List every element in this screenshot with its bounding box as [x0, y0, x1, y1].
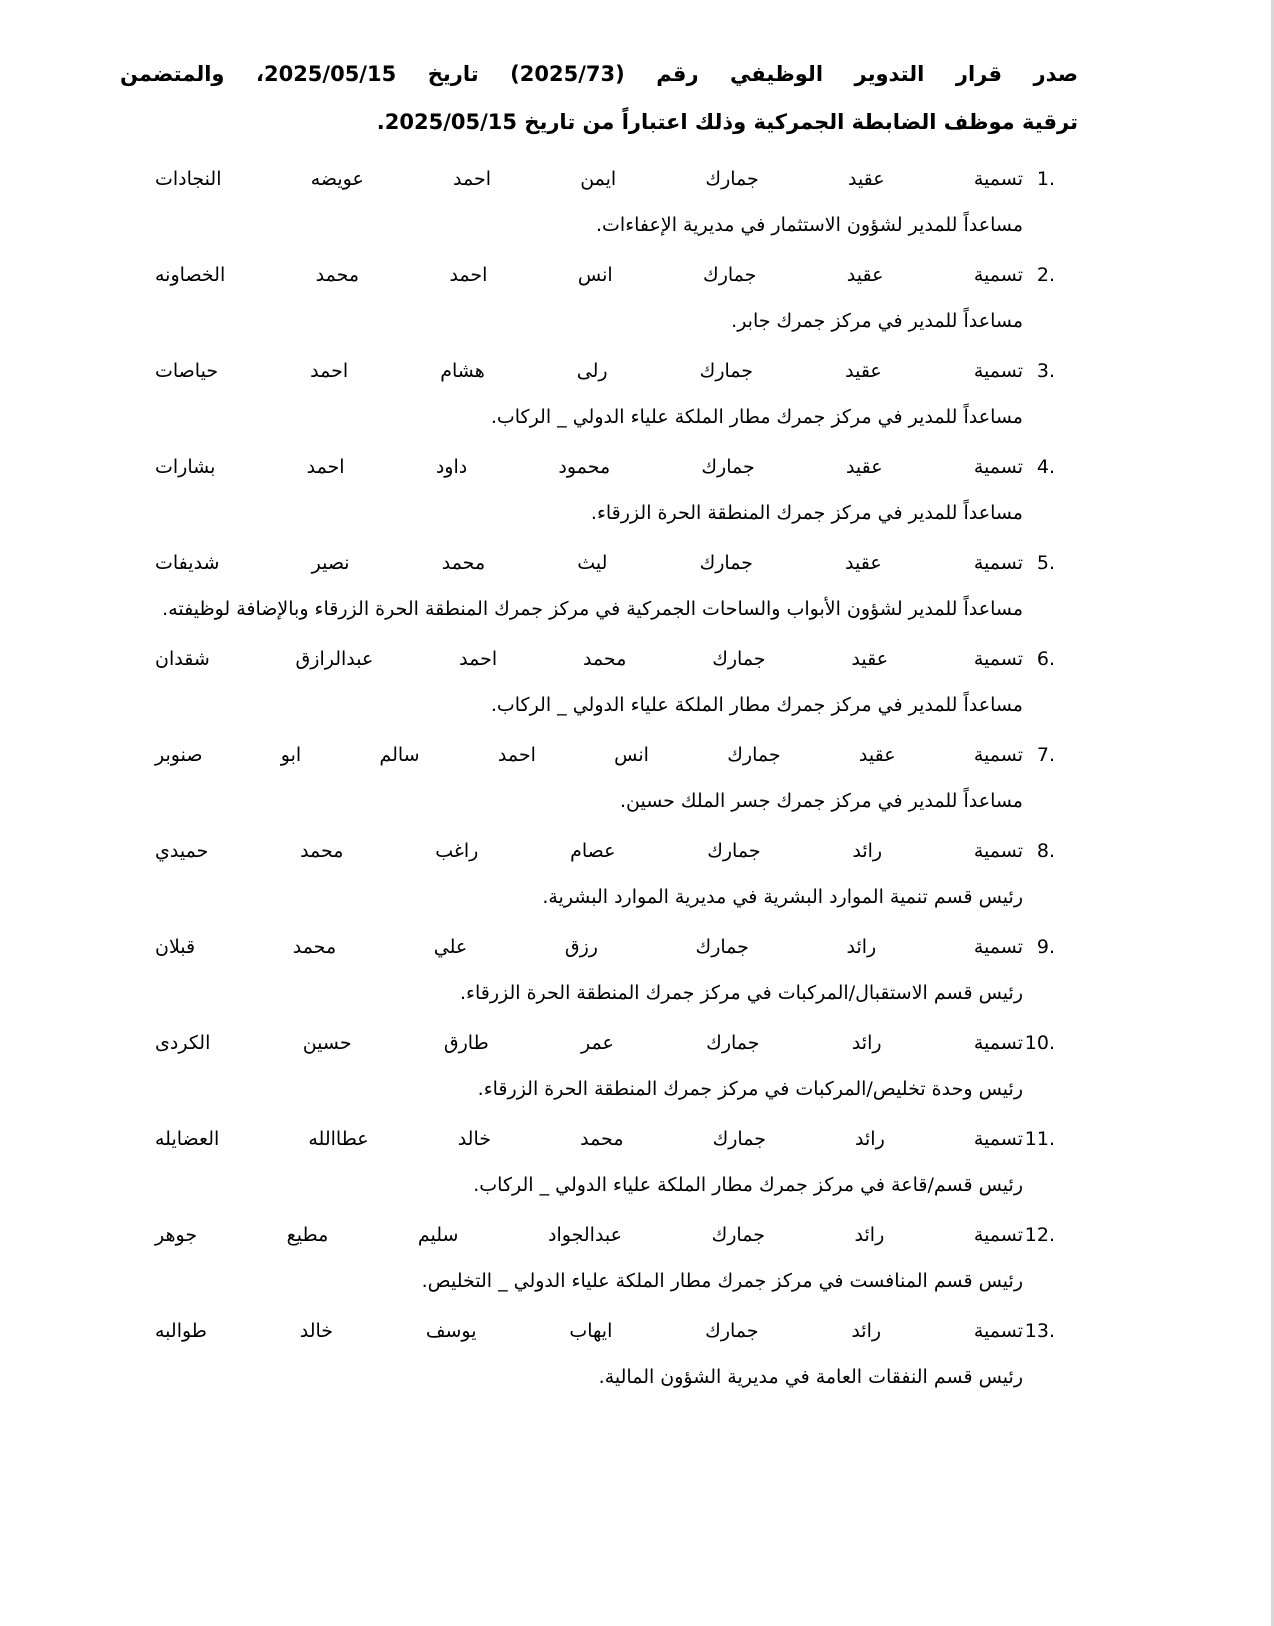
- item-number: 9.: [1036, 936, 1055, 958]
- item-role: رئيس قسم الاستقبال/المركبات في مركز جمرك المنطقة الحرة الزرقاء.: [459, 982, 1023, 1004]
- list-item: [155, 156, 1055, 252]
- list-item: [155, 348, 1055, 444]
- item-number: 3.: [1036, 360, 1055, 382]
- list-item: [155, 636, 1055, 732]
- item-appointment: تسمية رائد جمارك عصام راغب محمد حميدي: [155, 840, 1023, 862]
- item-appointment: تسمية عقيد جمارك ليث محمد نصير شديفات: [155, 552, 1023, 574]
- item-appointment: تسمية عقيد جمارك انس احمد سالم ابو صنوبر: [155, 744, 1023, 766]
- item-appointment: تسمية رائد جمارك عبدالجواد سليم مطيع جوهر: [155, 1224, 1023, 1246]
- item-number: 7.: [1036, 744, 1055, 766]
- item-role: مساعداً للمدير في مركز جمرك المنطقة الحرة الزرقاء.: [590, 502, 1023, 524]
- list-item: [155, 1116, 1055, 1212]
- item-role: مساعداً للمدير في مركز جمرك مطار الملكة علياء الدولي _ الركاب.: [490, 406, 1023, 428]
- item-appointment: تسمية رائد جمارك رزق علي محمد قبلان: [155, 936, 1023, 958]
- item-number: 4.: [1036, 456, 1055, 478]
- item-number: 6.: [1036, 648, 1055, 670]
- list-item: [155, 1308, 1055, 1404]
- item-appointment: تسمية عقيد جمارك محمود داود احمد بشارات: [155, 456, 1023, 478]
- decision-header: [120, 50, 1078, 146]
- item-role: مساعداً للمدير لشؤون الأبواب والساحات الجمركية في مركز جمرك المنطقة الحرة الزرقاء وبالإضافة لوظيفته.: [162, 598, 1023, 620]
- item-role: رئيس قسم المنافست في مركز جمرك مطار الملكة علياء الدولي _ التخليص.: [421, 1270, 1023, 1292]
- item-appointment: تسمية رائد جمارك ايهاب يوسف خالد طوالبه: [155, 1320, 1023, 1342]
- header-line-1: صدر قرار التدوير الوظيفي رقم (2025/73) تاريخ 2025/05/15، والمتضمن: [120, 62, 1079, 86]
- item-role: رئيس قسم النفقات العامة في مديرية الشؤون المالية.: [598, 1366, 1023, 1388]
- item-appointment: تسمية عقيد جمارك رلى هشام احمد حياصات: [155, 360, 1023, 382]
- list-item: [155, 1020, 1055, 1116]
- item-role: مساعداً للمدير في مركز جمرك جسر الملك حسين.: [619, 790, 1023, 812]
- list-item: [155, 252, 1055, 348]
- item-number: 13.: [1024, 1320, 1055, 1342]
- item-appointment: تسمية رائد جمارك عمر طارق حسين الكردى: [155, 1032, 1023, 1054]
- item-appointment: تسمية عقيد جمارك انس احمد محمد الخصاونه: [155, 264, 1023, 286]
- appointments-list: [155, 156, 1055, 1404]
- item-appointment: تسمية عقيد جمارك ايمن احمد عويضه النجادات: [155, 168, 1023, 190]
- list-item: [155, 444, 1055, 540]
- item-role: مساعداً للمدير في مركز جمرك جابر.: [731, 310, 1023, 332]
- item-number: 12.: [1024, 1224, 1055, 1246]
- item-role: رئيس وحدة تخليص/المركبات في مركز جمرك المنطقة الحرة الزرقاء.: [477, 1078, 1023, 1100]
- item-number: 5.: [1036, 552, 1055, 574]
- item-appointment: تسمية رائد جمارك محمد خالد عطاالله العضايله: [155, 1128, 1023, 1150]
- list-item: [155, 732, 1055, 828]
- item-role: رئيس قسم/قاعة في مركز جمرك مطار الملكة علياء الدولي _ الركاب.: [473, 1174, 1023, 1196]
- item-number: 2.: [1036, 264, 1055, 286]
- list-item: [155, 924, 1055, 1020]
- list-item: [155, 828, 1055, 924]
- item-number: 10.: [1024, 1032, 1055, 1054]
- item-number: 1.: [1036, 168, 1055, 190]
- list-item: [155, 540, 1055, 636]
- item-appointment: تسمية عقيد جمارك محمد احمد عبدالرازق شقدان: [155, 648, 1023, 670]
- item-role: رئيس قسم تنمية الموارد البشرية في مديرية الموارد البشرية.: [542, 886, 1023, 908]
- header-line-2: ترقية موظف الضابطة الجمركية وذلك اعتباراً من تاريخ 2025/05/15.: [376, 110, 1078, 134]
- item-number: 8.: [1036, 840, 1055, 862]
- item-number: 11.: [1024, 1128, 1055, 1150]
- list-item: [155, 1212, 1055, 1308]
- item-role: مساعداً للمدير في مركز جمرك مطار الملكة علياء الدولي _ الركاب.: [490, 694, 1023, 716]
- item-role: مساعداً للمدير لشؤون الاستثمار في مديرية الإعفاءات.: [596, 214, 1023, 236]
